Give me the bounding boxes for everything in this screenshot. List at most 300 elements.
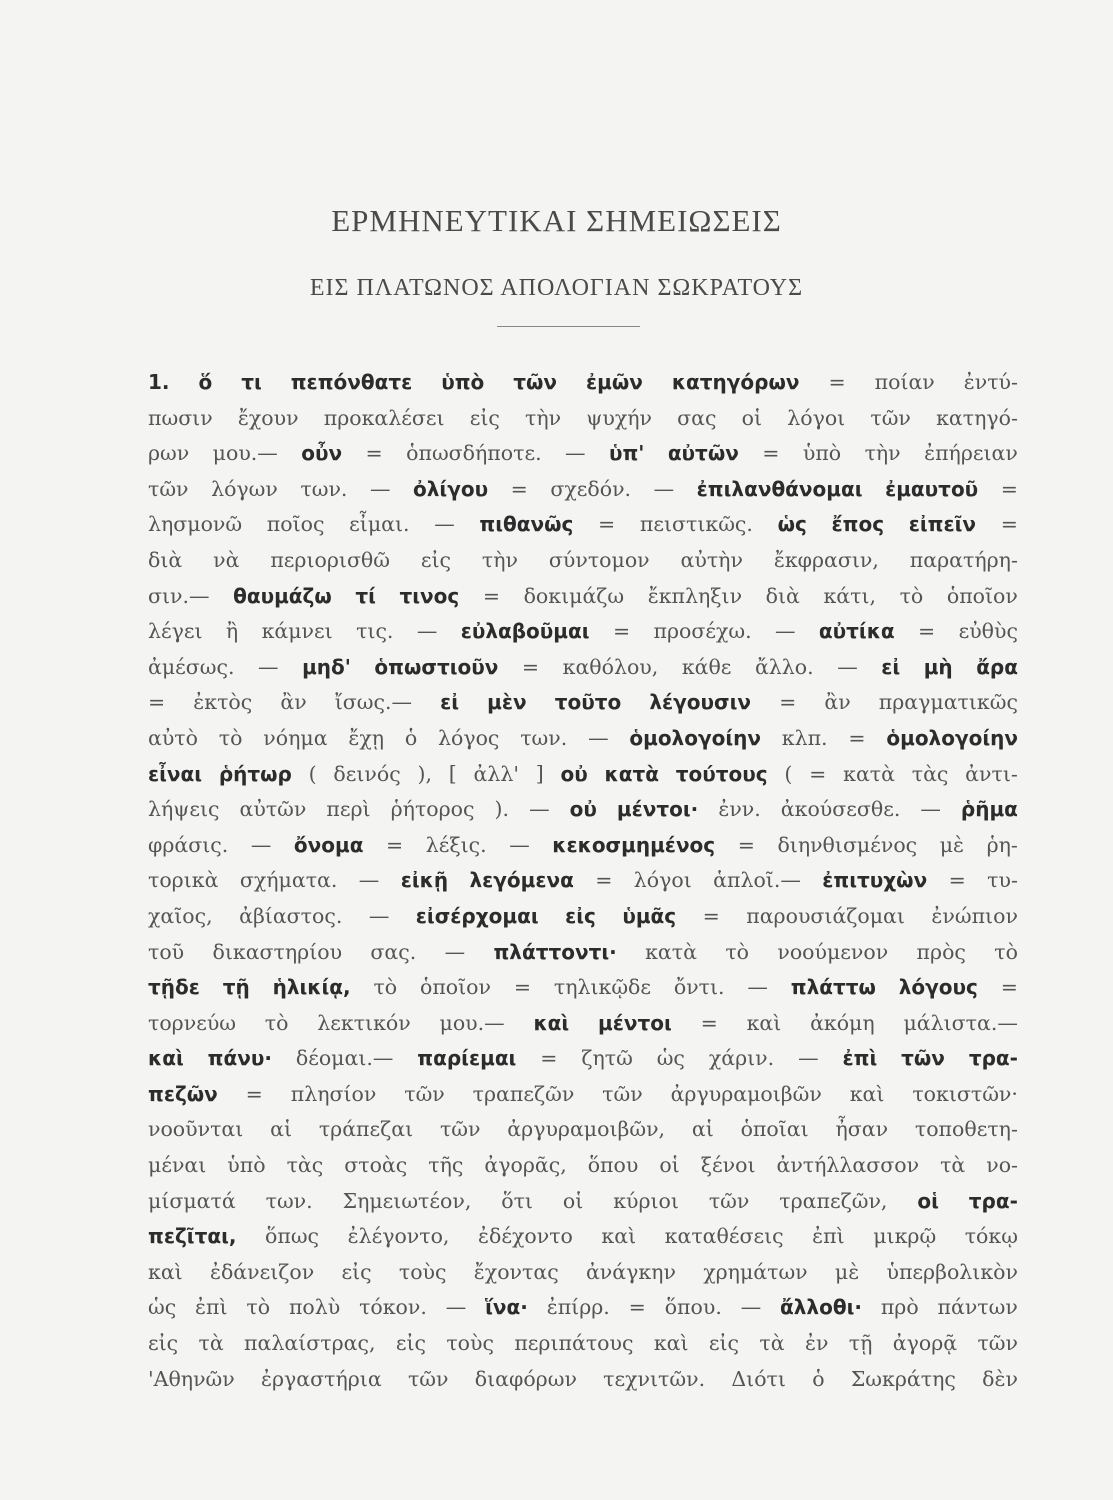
lemma-word: ὀλίγου: [413, 476, 489, 501]
gloss-word: προκαλέσει: [323, 405, 445, 430]
gloss-word: =: [737, 832, 755, 857]
gloss-word: =: [848, 725, 866, 750]
text-line: [148, 401, 1018, 437]
gloss-word: πρὸ: [880, 1295, 919, 1320]
text-line: [148, 721, 1018, 757]
gloss-word: ἀγορᾶς,: [484, 1153, 567, 1178]
lemma-word: ὅ: [198, 370, 213, 394]
gloss-word: ἀντήλλασσον: [776, 1153, 920, 1178]
gloss-word: τοὺς: [398, 1259, 447, 1284]
gloss-word: ).: [494, 797, 510, 822]
gloss-word: πλησίον: [290, 1081, 377, 1106]
gloss-word: =: [540, 1046, 558, 1071]
text-line: [148, 472, 1018, 508]
gloss-word: λεκτικόν: [317, 1010, 411, 1035]
gloss-word: 'Αθηνῶν: [148, 1366, 235, 1391]
gloss-word: =: [702, 903, 720, 928]
lemma-word: οἱ: [917, 1188, 939, 1213]
gloss-word: ὅπου: [587, 1153, 639, 1178]
gloss-word: πρὸς: [916, 939, 966, 964]
gloss-word: =: [779, 690, 797, 715]
text-line: [148, 650, 1018, 686]
gloss-word: περιορισθῶ: [270, 547, 390, 572]
gloss-word: ἀμέσως.: [148, 654, 235, 679]
lemma-word: ὄνομα: [293, 832, 364, 857]
gloss-word: σχεδόν.: [550, 476, 632, 501]
gloss-word: =: [828, 370, 846, 394]
lemma-word: ῥήτωρ: [218, 761, 292, 786]
gloss-word: ἂν: [824, 690, 851, 715]
gloss-word: =: [628, 1295, 646, 1320]
gloss-word: πειστικῶς.: [639, 512, 753, 537]
gloss-word: ὑπὸ: [802, 441, 842, 466]
lemma-word: πλάττοντι·: [493, 939, 617, 964]
gloss-word: =: [513, 975, 532, 1000]
gloss-word: (: [784, 761, 793, 786]
text-line: [148, 1041, 1018, 1077]
gloss-word: μάλιστα.—: [903, 1010, 1018, 1035]
text-line: [148, 543, 1018, 579]
gloss-word: ἀκούσεσθε.: [780, 797, 901, 822]
gloss-word: παλαίστρας,: [244, 1331, 376, 1356]
gloss-word: κάθε: [681, 654, 732, 679]
lemma-word: οὐ: [569, 797, 597, 822]
lemma-word: εἰ: [881, 654, 901, 679]
gloss-word: ἔχῃ: [348, 725, 385, 750]
lemma-word: τί: [355, 583, 376, 608]
gloss-word: κατὰ: [645, 939, 697, 964]
gloss-word: ἔχουν: [237, 405, 299, 430]
lemma-word: πεζῶν: [148, 1081, 218, 1106]
lemma-word: ἡλικίᾳ,: [272, 975, 351, 1000]
gloss-word: αὐτὸ: [148, 725, 198, 750]
gloss-word: λόγος: [438, 725, 500, 750]
gloss-word: ἦσαν: [835, 1117, 889, 1142]
gloss-word: τῶν: [439, 1117, 481, 1142]
lemma-word: πλάττω: [790, 975, 876, 1000]
gloss-word: —: [529, 797, 550, 822]
gloss-word: τυ-: [987, 868, 1018, 893]
lemma-word: πάνυ·: [207, 1046, 272, 1071]
gloss-word: τὰ: [940, 1153, 966, 1178]
gloss-word: διαφόρων: [474, 1366, 577, 1391]
gloss-word: ἐδάνειζον: [209, 1259, 315, 1284]
lemma-word: μὴ: [923, 654, 953, 679]
gloss-word: κατηγό-: [936, 405, 1018, 430]
gloss-word: εἰς: [395, 1331, 426, 1356]
lemma-word: ἐπιτυχὼν: [822, 868, 928, 893]
gloss-word: =: [365, 441, 383, 466]
gloss-word: τῶν: [407, 1366, 449, 1391]
gloss-word: των.: [265, 1188, 313, 1213]
text-line: [148, 1326, 1018, 1362]
gloss-word: ἐνώπιον: [931, 903, 1018, 928]
gloss-word: μου.—: [439, 1010, 505, 1035]
gloss-word: σας: [677, 405, 717, 430]
gloss-word: μέναι: [148, 1153, 207, 1178]
gloss-word: διηνθισμένος: [777, 832, 918, 857]
gloss-word: ὁ: [812, 1366, 825, 1391]
gloss-word: τῶν: [602, 1081, 643, 1106]
gloss-word: τράπεζαι: [318, 1117, 414, 1142]
lemma-word: ἐπιλανθάνομαι: [696, 476, 863, 501]
gloss-word: =: [1000, 975, 1018, 1000]
gloss-word: μὲ: [834, 1259, 860, 1284]
gloss-word: =: [510, 476, 528, 501]
gloss-word: τοῦ: [148, 939, 185, 964]
text-line: [148, 1077, 1018, 1113]
lemma-word: τινος: [399, 583, 460, 608]
lemma-word: μὲν: [487, 690, 527, 715]
gloss-word: των.: [300, 476, 348, 501]
lemma-word: καὶ: [148, 1046, 184, 1071]
gloss-word: πολὺ: [288, 1295, 341, 1320]
gloss-word: καὶ: [653, 1331, 689, 1356]
gloss-word: =: [700, 1010, 718, 1035]
gloss-word: τοκιστῶν·: [912, 1081, 1018, 1106]
gloss-word: ὅπως: [265, 1224, 320, 1249]
gloss-word: ἀκόμη: [810, 1010, 875, 1035]
gloss-word: πωσιν: [148, 405, 213, 430]
gloss-word: τὸ: [218, 725, 243, 750]
text-line: [148, 579, 1018, 615]
gloss-word: τόκον.: [359, 1295, 427, 1320]
lemma-word: τῶν: [513, 370, 558, 394]
gloss-word: ἐπὶ: [195, 1295, 228, 1320]
gloss-word: ]: [535, 761, 544, 786]
gloss-word: Διότι: [731, 1366, 786, 1391]
gloss-word: —: [434, 512, 455, 537]
text-line: [148, 507, 1018, 543]
gloss-word: οἱ: [562, 1188, 584, 1213]
gloss-word: τορνεύω: [148, 1010, 236, 1035]
lemma-word: αὐτίκα: [818, 619, 895, 644]
text-line: [148, 970, 1018, 1006]
gloss-word: ἔχοντας: [473, 1259, 559, 1284]
gloss-word: ἁπλοῖ.—: [713, 868, 801, 893]
lemma-word: ὁμολογοίην: [629, 725, 761, 750]
gloss-word: ὅπου.: [664, 1295, 722, 1320]
gloss-word: τὸ: [246, 1295, 271, 1320]
gloss-word: =: [521, 654, 540, 679]
gloss-word: ἐντύ-: [963, 370, 1018, 394]
lemma-word: τοῦτο: [554, 690, 622, 715]
gloss-word: —: [369, 476, 391, 501]
gloss-word: λέξις.: [425, 832, 487, 857]
gloss-word: οἱ: [659, 1153, 680, 1178]
text-line: [148, 757, 1018, 793]
lemma-word: τρα-: [968, 1188, 1018, 1213]
lemma-word: ῥῆμα: [960, 797, 1018, 822]
gloss-word: καθόλου,: [562, 654, 659, 679]
gloss-word: νοούμενον: [777, 939, 889, 964]
gloss-word: φράσις.: [148, 832, 229, 857]
lemma-word: ἄλλοθι·: [780, 1295, 862, 1320]
lemma-word: κατὰ: [604, 761, 659, 786]
gloss-word: ἄλλο.: [754, 654, 814, 679]
page-title: ΕΡΜΗΝΕΥΤΙΚΑΙ ΣΗΜΕΙΩΣΕΙΣ: [331, 203, 782, 238]
gloss-word: ὡς: [656, 1046, 685, 1071]
gloss-word: τὰ: [759, 1331, 785, 1356]
lemma-word: καὶ: [533, 1010, 570, 1035]
gloss-word: νοοῦνται: [148, 1117, 244, 1142]
lemma-word: τούτους: [675, 761, 768, 786]
gloss-word: τραπεζῶν: [472, 1081, 575, 1106]
gloss-word: δικαστηρίου: [212, 939, 343, 964]
gloss-word: χρημάτων: [703, 1259, 808, 1284]
gloss-word: λόγοι: [633, 868, 692, 893]
gloss-word: ὁ: [404, 725, 418, 750]
gloss-word: =: [762, 441, 780, 466]
gloss-word: —: [445, 1295, 467, 1320]
gloss-word: ἂν: [280, 690, 307, 715]
gloss-word: κύριοι: [613, 1188, 679, 1213]
gloss-word: αἱ: [691, 1117, 714, 1142]
gloss-word: στοὰς: [344, 1153, 408, 1178]
lemma-word: εὐλαβοῦμαι: [460, 619, 590, 644]
gloss-word: τῶν: [148, 476, 189, 501]
gloss-word: σιν.—: [148, 583, 210, 608]
gloss-word: ὅτι: [501, 1188, 533, 1213]
gloss-word: δὲν: [982, 1366, 1018, 1391]
gloss-word: εἰς: [420, 547, 452, 572]
gloss-word: αἱ: [270, 1117, 292, 1142]
gloss-word: ἀγορᾷ: [892, 1331, 958, 1356]
gloss-word: οἱ: [741, 405, 763, 430]
gloss-word: Σημειωτέον,: [342, 1188, 472, 1213]
title-divider: [497, 326, 640, 327]
lemma-word: 1.: [148, 370, 170, 394]
gloss-word: —: [358, 868, 380, 893]
lemma-word: εἶναι: [148, 761, 203, 786]
gloss-word: τῶν: [708, 1188, 750, 1213]
gloss-word: ),: [417, 761, 432, 786]
lemma-word: κεκοσμημένος: [552, 832, 716, 857]
gloss-word: τῶν: [870, 405, 911, 430]
gloss-word: πάντων: [937, 1295, 1018, 1320]
gloss-word: τηλικῷδε: [553, 975, 652, 1000]
text-line: [148, 614, 1018, 650]
gloss-word: =: [598, 512, 616, 537]
lemma-word: ἐμῶν: [586, 370, 643, 394]
lemma-word: εἰς: [565, 903, 596, 928]
gloss-word: ὑπὸ: [227, 1153, 266, 1178]
gloss-word: τοὺς: [446, 1331, 494, 1356]
lemma-word: θαυμάζω: [233, 583, 332, 608]
lemma-word: ὁπωστιοῦν: [374, 654, 499, 679]
gloss-word: =: [482, 583, 501, 608]
gloss-word: —: [920, 797, 941, 822]
lemma-word: εἰκῇ: [400, 868, 449, 893]
gloss-word: ὑπερβολικὸν: [886, 1259, 1018, 1284]
lemma-word: πεζῖται,: [148, 1224, 237, 1249]
lemma-word: ἵνα·: [485, 1295, 528, 1320]
gloss-word: λήψεις: [148, 797, 220, 822]
gloss-word: χαῖος,: [148, 903, 213, 928]
gloss-word: παρατήρη-: [909, 547, 1018, 572]
gloss-word: δεινός: [333, 761, 401, 786]
gloss-word: —: [416, 619, 438, 644]
gloss-word: ζητῶ: [581, 1046, 633, 1071]
gloss-word: (: [308, 761, 317, 786]
gloss-word: —: [588, 725, 609, 750]
text-line: [148, 436, 1018, 472]
lemma-word: μέντοι·: [616, 797, 699, 822]
gloss-word: κατὰ: [843, 761, 895, 786]
gloss-word: εἰς: [148, 1331, 179, 1356]
gloss-word: ἐδέχοντο: [478, 1224, 573, 1249]
text-line: [148, 863, 1018, 899]
lemma-word: ἔπος: [831, 512, 885, 537]
gloss-word: ἴσως.—: [334, 690, 413, 715]
gloss-word: ἐπήρειαν: [924, 441, 1018, 466]
text-line: [148, 1006, 1018, 1042]
gloss-word: =: [918, 619, 936, 644]
gloss-word: τὰ: [198, 1331, 224, 1356]
gloss-word: δέομαι.—: [295, 1046, 394, 1071]
text-line: [148, 1219, 1018, 1255]
gloss-word: περὶ: [326, 797, 371, 822]
lemma-word: πεπόνθατε: [290, 370, 413, 394]
gloss-word: μίσματά: [148, 1188, 236, 1213]
lemma-word: μηδ': [302, 654, 351, 679]
gloss-word: λόγοι: [787, 405, 846, 430]
gloss-word: λόγων: [211, 476, 278, 501]
gloss-word: τὴν: [525, 405, 562, 430]
lemma-word: ὑπὸ: [441, 370, 485, 394]
gloss-word: προσέχω.: [653, 619, 752, 644]
gloss-word: ὁποῖον: [419, 975, 491, 1000]
gloss-word: τὸ: [994, 939, 1018, 964]
gloss-word: =: [595, 868, 613, 893]
lemma-word: εἰσέρχομαι: [415, 903, 539, 928]
gloss-word: ἔκπληξιν: [647, 583, 743, 608]
gloss-word: χάριν.: [708, 1046, 775, 1071]
gloss-word: ρων: [148, 441, 190, 466]
lemma-word: εἰπεῖν: [908, 512, 977, 537]
lemma-word: ὑμᾶς: [622, 903, 677, 928]
lemma-word: λεγόμενα: [469, 868, 574, 893]
gloss-word: μου.—: [212, 441, 278, 466]
gloss-word: τραπεζῶν,: [779, 1188, 888, 1213]
text-line: [148, 1148, 1018, 1184]
lemma-word: πιθανῶς: [479, 512, 574, 537]
lemma-word: εἰ: [440, 690, 460, 715]
gloss-word: τὴν: [481, 547, 519, 572]
page-subtitle: ΕΙΣ ΠΛΑΤΩΝΟΣ ΑΠΟΛΟΓΙΑΝ ΣΩΚΡΑΤΟΥΣ: [309, 275, 804, 301]
gloss-word: ὄντι.: [673, 975, 725, 1000]
gloss-word: τεχνιτῶν.: [603, 1366, 706, 1391]
gloss-word: ἔκφρασιν,: [773, 547, 879, 572]
gloss-word: =: [148, 690, 166, 715]
gloss-word: ἀνάγκην: [585, 1259, 676, 1284]
gloss-word: καὶ: [849, 1081, 885, 1106]
gloss-word: ἢ: [225, 619, 239, 644]
gloss-word: ἐπὶ: [812, 1224, 845, 1249]
gloss-word: σας.: [370, 939, 417, 964]
gloss-word: εἰς: [469, 405, 500, 430]
text-line: [148, 365, 1018, 401]
gloss-word: ῥήτορος: [390, 797, 475, 822]
gloss-word: [: [448, 761, 457, 786]
gloss-word: τόκῳ: [964, 1224, 1018, 1249]
lemma-word: λέγουσιν: [649, 690, 751, 715]
gloss-word: μικρῷ: [873, 1224, 937, 1249]
gloss-word: —: [747, 975, 768, 1000]
lemma-word: λόγους: [898, 975, 978, 1000]
gloss-word: εἰς: [341, 1259, 372, 1284]
gloss-word: καὶ: [148, 1259, 183, 1284]
text-line: [148, 1112, 1018, 1148]
gloss-word: ἐνν.: [718, 797, 761, 822]
gloss-word: σύντομον: [548, 547, 650, 572]
lemma-word: αὐτῶν: [667, 441, 739, 466]
gloss-word: κλπ.: [781, 725, 828, 750]
gloss-word: ἐργαστήρια: [260, 1366, 382, 1391]
lemma-word: ὡς: [777, 512, 807, 537]
gloss-word: ἀλλ': [473, 761, 519, 786]
gloss-word: τὸ: [264, 1010, 289, 1035]
gloss-word: —: [740, 1295, 762, 1320]
gloss-word: καὶ: [601, 1224, 637, 1249]
gloss-word: τὴν: [864, 441, 901, 466]
gloss-word: εὐθὺς: [958, 619, 1018, 644]
gloss-word: =: [245, 1081, 263, 1106]
gloss-word: τις.: [356, 619, 394, 644]
gloss-word: αὐτῶν: [239, 797, 307, 822]
gloss-word: —: [250, 832, 272, 857]
gloss-word: ἐπίρρ.: [546, 1295, 610, 1320]
text-line: [148, 792, 1018, 828]
gloss-word: λησμονῶ: [148, 512, 243, 537]
gloss-word: =: [1000, 476, 1018, 501]
gloss-word: —: [565, 441, 586, 466]
gloss-word: —: [775, 619, 796, 644]
gloss-word: ἐν: [804, 1331, 829, 1356]
gloss-word: ἐκτὸς: [193, 690, 253, 715]
lemma-word: ἐπὶ: [842, 1046, 878, 1071]
lemma-word: οὐ: [560, 761, 588, 786]
gloss-word: =: [385, 832, 404, 857]
gloss-word: νο-: [986, 1153, 1018, 1178]
gloss-word: πραγματικῶς: [878, 690, 1018, 715]
lemma-word: τῶν: [901, 1046, 945, 1071]
commentary-body: [148, 365, 1018, 1397]
gloss-word: ἐλέγοντο,: [347, 1224, 450, 1249]
text-line: [148, 1255, 1018, 1291]
gloss-word: ὡς: [148, 1295, 177, 1320]
gloss-word: =: [809, 761, 827, 786]
gloss-word: κάμνει: [261, 619, 333, 644]
gloss-word: ὁποῖαι: [740, 1117, 809, 1142]
gloss-word: ἀργυραμοιβῶν: [670, 1081, 822, 1106]
gloss-word: ῥη-: [986, 832, 1018, 857]
lemma-word: ὑπ': [608, 441, 645, 466]
lemma-word: ὁμολογοίην: [886, 725, 1018, 750]
text-line: [148, 828, 1018, 864]
gloss-word: λέγει: [148, 619, 203, 644]
lemma-word: ἐμαυτοῦ: [885, 476, 979, 501]
gloss-word: ἀβίαστος.: [239, 903, 343, 928]
gloss-word: διὰ: [148, 547, 183, 572]
gloss-word: —: [798, 1046, 819, 1071]
text-line: [148, 685, 1018, 721]
text-line: [148, 935, 1018, 971]
gloss-word: ὁποῖον: [946, 583, 1018, 608]
gloss-word: —: [258, 654, 279, 679]
gloss-word: τὰς: [286, 1153, 324, 1178]
gloss-word: τὸ: [373, 975, 398, 1000]
